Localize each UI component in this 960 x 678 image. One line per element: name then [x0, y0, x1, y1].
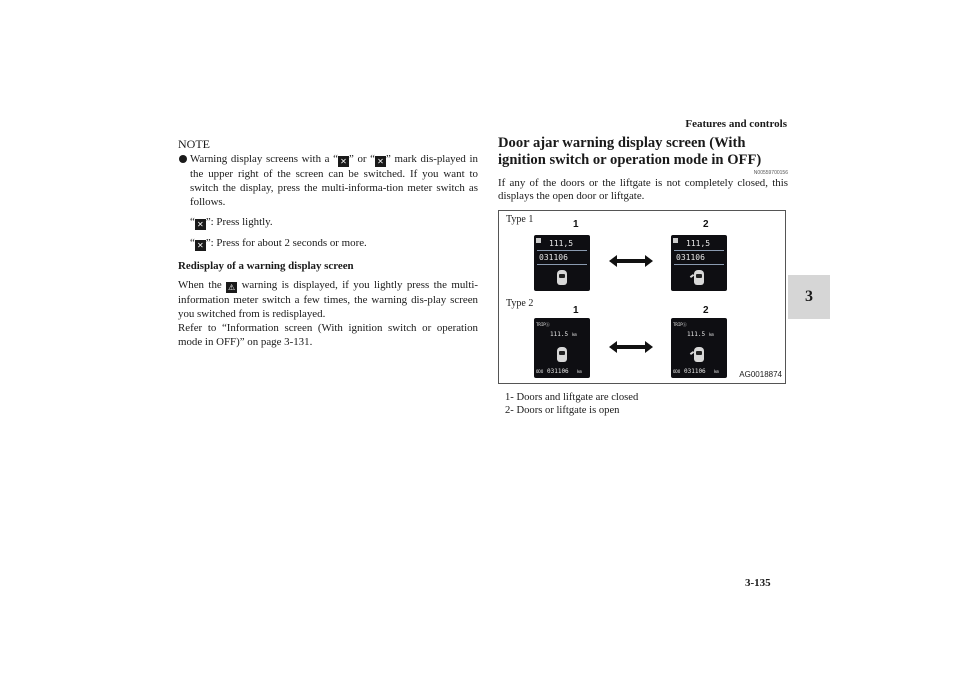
screen-label-2: 2: [703, 219, 709, 230]
screen-label-1: 1: [573, 305, 579, 316]
type2-label: Type 2: [506, 298, 534, 309]
type2-screen-open: TRIPⓐ 111.5 km ODO 031106 km: [671, 318, 727, 378]
section-heading: Door ajar warning display screen (With ignition switch or operation mode in OFF): [498, 135, 762, 168]
type2-screen-closed: TRIPⓐ 111.5 km ODO 031106 km: [534, 318, 590, 378]
note-title: NOTE: [178, 137, 210, 151]
subheading: Redisplay of a warning display screen: [178, 260, 354, 272]
bullet-dot: [179, 155, 187, 163]
left-column: [178, 137, 478, 349]
car-closed-icon: [557, 270, 567, 285]
chapter-tab: 3: [788, 275, 830, 319]
car-door-open-icon: [694, 270, 704, 285]
paragraph-redisplay: When the ⚠ warning is displayed, if you lightly press the multi-information meter switch a few times, the warning dis-play screen you switched from is redisplayed.: [178, 279, 478, 320]
screen-label-2: 2: [703, 305, 709, 316]
vehicle-warning-icon: ✕: [338, 156, 349, 167]
type1-screen-closed: 111,5 031106: [534, 235, 590, 291]
vehicle-warning-icon: ✕: [375, 156, 386, 167]
paragraph-reference: Refer to “Information screen (With ignition switch or operation mode in OFF)” on page 3-131.: [178, 322, 478, 348]
warning-indicator-icon: [673, 238, 678, 243]
press-lightly-line: “ ✕ ”: Press lightly.: [190, 216, 273, 229]
double-arrow-icon: [609, 341, 653, 353]
vehicle-warning-icon: ✕: [195, 219, 206, 230]
note-bullet: Warning display screens with a “ ✕ ” or “ ✕ ” mark dis-played in the upper right of the screen can be switched. If you want to switch the display, press the multi-informa-tion meter switch as follows.: [178, 152, 478, 209]
car-closed-icon: [557, 347, 567, 362]
figure-box: [498, 210, 786, 384]
figure-id: AG0018874: [739, 370, 782, 379]
right-column: [498, 135, 788, 203]
warning-indicator-icon: [536, 238, 541, 243]
legend-item: 2- Doors or liftgate is open: [505, 404, 620, 416]
page-number: 3-135: [745, 577, 771, 589]
car-door-open-icon: [694, 347, 704, 362]
section-header: Features and controls: [685, 118, 787, 130]
section-paragraph: If any of the doors or the liftgate is not completely closed, this displays the open door or liftgate.: [498, 177, 788, 202]
press-hold-line: “ ✕ ”: Press for about 2 seconds or more.: [190, 237, 367, 250]
type1-screen-open: 111,5 031106: [671, 235, 727, 291]
figure-legend: [505, 392, 638, 417]
type1-label: Type 1: [506, 214, 534, 225]
warning-triangle-icon: ⚠: [228, 283, 236, 292]
legend-item: 1- Doors and liftgate are closed: [505, 392, 639, 403]
screen-label-1: 1: [573, 219, 579, 230]
reference-code: N00559700156: [753, 170, 788, 176]
vehicle-warning-icon: ✕: [195, 240, 206, 251]
double-arrow-icon: [609, 255, 653, 267]
